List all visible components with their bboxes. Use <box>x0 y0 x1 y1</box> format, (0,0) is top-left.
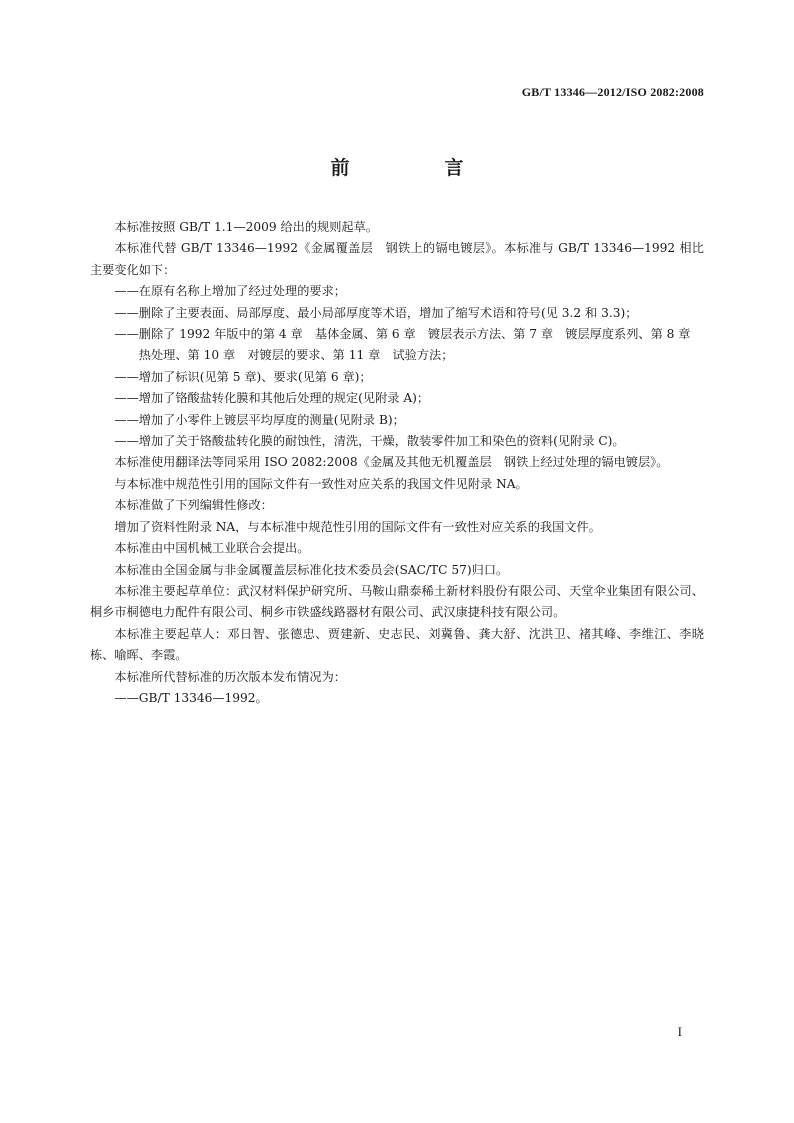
paragraph: 本标准所代替标准的历次版本发布情况为： <box>114 669 346 684</box>
change-item: ——删除了 1992 年版中的第 4 章 基体金属、第 6 章 镀层表示方法、第 7 章 镀层厚度系列、第 8 章 热处理、第 10 章 对镀层的要求、第 11 章 试验方法； <box>114 327 703 363</box>
paragraph: 本标准做了下列编辑性修改： <box>114 498 273 513</box>
paragraph: 与本标准中规范性引用的国际文件有一致性对应关系的我国文件见附录 NA。 <box>114 476 528 491</box>
paragraph: 增加了资料性附录 NA，与本标准中规范性引用的国际文件有一致性对应关系的我国文件。 <box>114 519 601 534</box>
paragraph: 本标准主要起草人：邓日智、张德忠、贾建新、史志民、刘冀鲁、龚大舒、沈洪卫、褚其峰、李维江、李晓栋、喻晖、李霞。 <box>90 626 704 663</box>
change-item: ——增加了小零件上镀层平均厚度的测量(见附录 B)； <box>114 412 405 427</box>
page-number: I <box>677 1024 682 1039</box>
paragraph: 本标准使用翻译法等同采用 ISO 2082:2008《金属及其他无机覆盖层 钢铁上经过处理的镉电镀层》。 <box>114 455 669 470</box>
paragraph: 本标准由全国金属与非金属覆盖层标准化技术委员会(SAC/TC 57)归口。 <box>114 562 509 577</box>
standard-code: GB/T 13346—2012/ISO 2082:2008 <box>521 85 704 99</box>
history-item: ——GB/T 13346—1992。 <box>114 690 268 705</box>
paragraph: 本标准按照 GB/T 1.1—2009 给出的规则起草。 <box>114 220 378 234</box>
foreword-body <box>90 217 704 709</box>
change-item: ——增加了关于铬酸盐转化膜的耐蚀性，清洗，干燥，散装零件加工和染色的资料(见附录 C)。 <box>114 434 625 449</box>
page-title: 前 言 <box>330 157 502 179</box>
change-item: ——增加了标识(见第 5 章)、要求(见第 6 章)； <box>114 369 372 384</box>
change-item: ——增加了铬酸盐转化膜和其他后处理的规定(见附录 A)； <box>114 391 430 406</box>
change-item: ——在原有名称上增加了经过处理的要求； <box>114 284 346 299</box>
paragraph: 本标准主要起草单位：武汉材料保护研究所、马鞍山鼎泰稀土新材料股份有限公司、天堂伞业集团有限公司、桐乡市桐德电力配件有限公司、桐乡市铁盛线路器材有限公司、武汉康捷科技有限公司。 <box>90 583 704 620</box>
paragraph: 本标准由中国机械工业联合会提出。 <box>114 541 310 556</box>
paragraph: 本标准代替 GB/T 13346—1992《金属覆盖层 钢铁上的镉电镀层》。本标准与 GB/T 13346—1992 相比主要变化如下： <box>90 241 704 277</box>
change-item: ——删除了主要表面、局部厚度、最小局部厚度等术语，增加了缩写术语和符号(见 3.2 和 3.3)； <box>114 305 638 320</box>
